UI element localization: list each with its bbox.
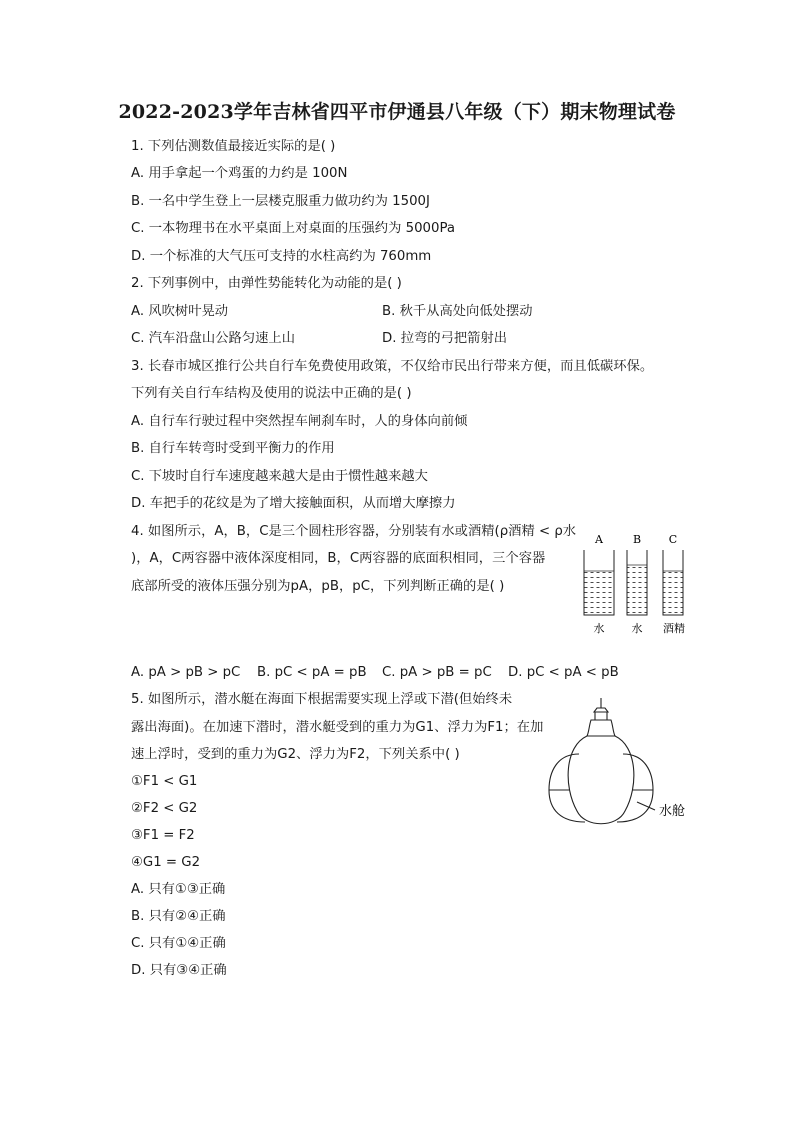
container-b-label: B [632, 533, 642, 546]
question-5-option-b: B. 只有②④正确 [131, 909, 226, 924]
container-c-label: C [668, 533, 678, 546]
question-1-option-a: A. 用手拿起一个鸡蛋的力约是 100N [131, 166, 348, 181]
question-5-statement-3: ③F1 = F2 [131, 828, 195, 843]
question-5-option-c: C. 只有①④正确 [131, 936, 226, 951]
question-3-stem-line-1: 3. 长春市城区推行公共自行车免费使用政策，不仅给市民出行带来方便，而且低碳环保。 [131, 359, 654, 374]
question-3-option-d: D. 车把手的花纹是为了增大接触面积，从而增大摩擦力 [131, 496, 456, 511]
question-5-statement-4: ④G1 = G2 [131, 855, 201, 870]
water-tank-label: 水舱 [659, 804, 686, 819]
question-5-stem-line-3: 速上浮时，受到的重力为G2、浮力为F2，下列关系中( ) [131, 747, 460, 762]
question-5-statement-1: ①F1 < G1 [131, 774, 198, 789]
container-b [627, 550, 647, 615]
question-4-stem-line-2: )，A，C两容器中液体深度相同，B，C两容器的底面积相同，三个容器 [131, 551, 546, 566]
question-4-stem-line-3: 底部所受的液体压强分别为pA，pB，pC，下列判断正确的是( ) [131, 579, 505, 594]
container-c-liquid-label: 酒精 [663, 622, 685, 635]
question-4-option-b: B. pC < pA = pB [257, 665, 367, 680]
question-4-option-d: D. pC < pA < pB [508, 665, 619, 680]
question-2-option-c: C. 汽车沿盘山公路匀速上山 [131, 331, 296, 346]
question-5-option-a: A. 只有①③正确 [131, 882, 226, 897]
question-2-option-b: B. 秋千从高处向低处摆动 [382, 304, 533, 319]
question-1-option-c: C. 一本物理书在水平桌面上对桌面的压强约为 5000Pa [131, 221, 456, 236]
three-containers-figure [578, 530, 698, 640]
container-c [663, 550, 683, 615]
question-3-option-b: B. 自行车转弯时受到平衡力的作用 [131, 441, 335, 456]
container-a-liquid-label: 水 [593, 622, 605, 635]
submarine-drawing [549, 698, 655, 824]
question-4-stem-line-1: 4. 如图所示，A，B，C是三个圆柱形容器，分别装有水或酒精(ρ酒精 < ρ水 [131, 524, 577, 539]
question-1-stem: 1. 下列估测数值最接近实际的是( ) [131, 139, 336, 154]
question-5-option-d: D. 只有③④正确 [131, 963, 227, 978]
question-1-option-d: D. 一个标准的大气压可支持的水柱高约为 760mm [131, 249, 432, 264]
question-3-stem-line-2: 下列有关自行车结构及使用的说法中正确的是( ) [131, 386, 412, 401]
question-3-option-a: A. 自行车行驶过程中突然捏车闸刹车时，人的身体向前倾 [131, 414, 468, 429]
container-a-label: A [595, 533, 603, 546]
question-5-stem-line-1: 5. 如图所示，潜水艇在海面下根据需要实现上浮或下潜(但始终未 [131, 692, 513, 707]
question-2-stem: 2. 下列事例中，由弹性势能转化为动能的是( ) [131, 276, 402, 291]
question-5-stem-line-2: 露出海面)。在加速下潜时，潜水艇受到的重力为G1、浮力为F1；在加 [131, 720, 544, 735]
question-1-option-b: B. 一名中学生登上一层楼克服重力做功约为 1500J [131, 194, 430, 209]
page-title: 2022-2023学年吉林省四平市伊通县八年级（下）期末物理试卷 [118, 101, 676, 123]
container-b-liquid-label: 水 [631, 622, 643, 635]
question-2-option-a: A. 风吹树叶晃动 [131, 304, 229, 319]
question-5-statement-2: ②F2 < G2 [131, 801, 198, 816]
question-4-option-c: C. pA > pB = pC [382, 665, 492, 680]
question-2-option-d: D. 拉弯的弓把箭射出 [382, 331, 508, 346]
question-4-option-a: A. pA > pB > pC [131, 665, 241, 680]
question-3-option-c: C. 下坡时自行车速度越来越大是由于惯性越来越大 [131, 469, 428, 484]
submarine-figure [545, 696, 705, 838]
container-a [584, 550, 614, 615]
